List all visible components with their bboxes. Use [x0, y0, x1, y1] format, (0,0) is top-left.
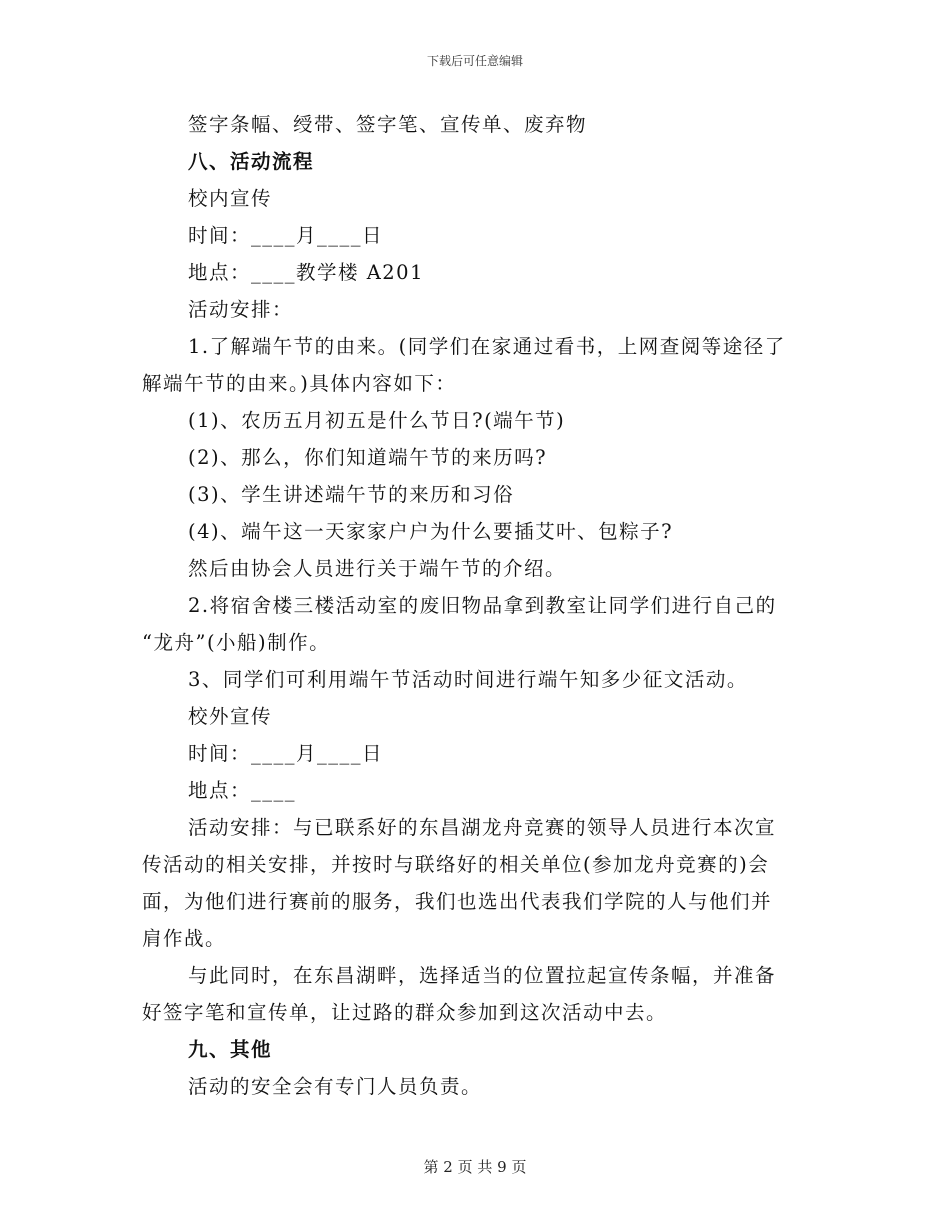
materials-list: 签字条幅、绶带、签字笔、宣传单、废弃物 — [188, 113, 588, 136]
section-heading-other: 九、其他 — [188, 1038, 273, 1061]
subheading-off-campus-promotion: 校外宣传 — [188, 705, 273, 728]
off-campus-arrangement-line-3: 面，为他们进行赛前的服务，我们也选出代表我们学院的人与他们并 — [142, 890, 773, 913]
meanwhile-line-2: 好签字笔和宣传单，让过路的群众参加到这次活动中去。 — [142, 1001, 668, 1024]
item-3: 3、同学们可利用端午节活动时间进行端午知多少征文活动。 — [188, 668, 748, 691]
off-campus-location: 地点：____ — [188, 779, 297, 802]
off-campus-arrangement-line-4: 肩作战。 — [142, 927, 227, 950]
association-intro: 然后由协会人员进行关于端午节的介绍。 — [188, 557, 567, 580]
sub-item-3: (3)、学生讲述端午节的来历和习俗 — [188, 483, 515, 506]
safety-note: 活动的安全会有专门人员负责。 — [188, 1075, 483, 1098]
meanwhile-line-1: 与此同时，在东昌湖畔，选择适当的位置拉起宣传条幅，并准备 — [188, 964, 777, 987]
off-campus-time: 时间：____月____日 — [188, 742, 384, 765]
page-footer: 第 2 页 共 9 页 — [423, 1158, 527, 1176]
item-1-line-2: 解端午节的由来。)具体内容如下： — [142, 372, 457, 395]
off-campus-arrangement-line-2: 传活动的相关安排，并按时与联络好的相关单位(参加龙舟竞赛的)会 — [142, 853, 770, 876]
off-campus-arrangement-line-1: 活动安排：与已联系好的东昌湖龙舟竞赛的领导人员进行本次宣 — [188, 816, 777, 839]
campus-location: 地点：____教学楼 A201 — [188, 261, 425, 284]
item-1-line-1: 1.了解端午节的由来。(同学们在家通过看书，上网查阅等途径了 — [188, 335, 786, 358]
item-2-line-1: 2.将宿舍楼三楼活动室的废旧物品拿到教室让同学们进行自己的 — [188, 594, 777, 617]
sub-item-2: (2)、那么，你们知道端午节的来历吗? — [188, 446, 548, 469]
campus-arrangement-label: 活动安排： — [188, 298, 294, 321]
sub-item-1: (1)、农历五月初五是什么节日?(端午节) — [188, 409, 566, 432]
document-body — [142, 106, 812, 1105]
subheading-campus-promotion: 校内宣传 — [188, 187, 273, 210]
section-heading-activity-flow: 八、活动流程 — [188, 150, 315, 173]
campus-time: 时间：____月____日 — [188, 224, 384, 247]
sub-item-4: (4)、端午这一天家家户户为什么要插艾叶、包粽子? — [188, 520, 674, 543]
page-header: 下载后可任意编辑 — [426, 54, 523, 68]
item-2-line-2: “龙舟”(小船)制作。 — [142, 631, 331, 654]
